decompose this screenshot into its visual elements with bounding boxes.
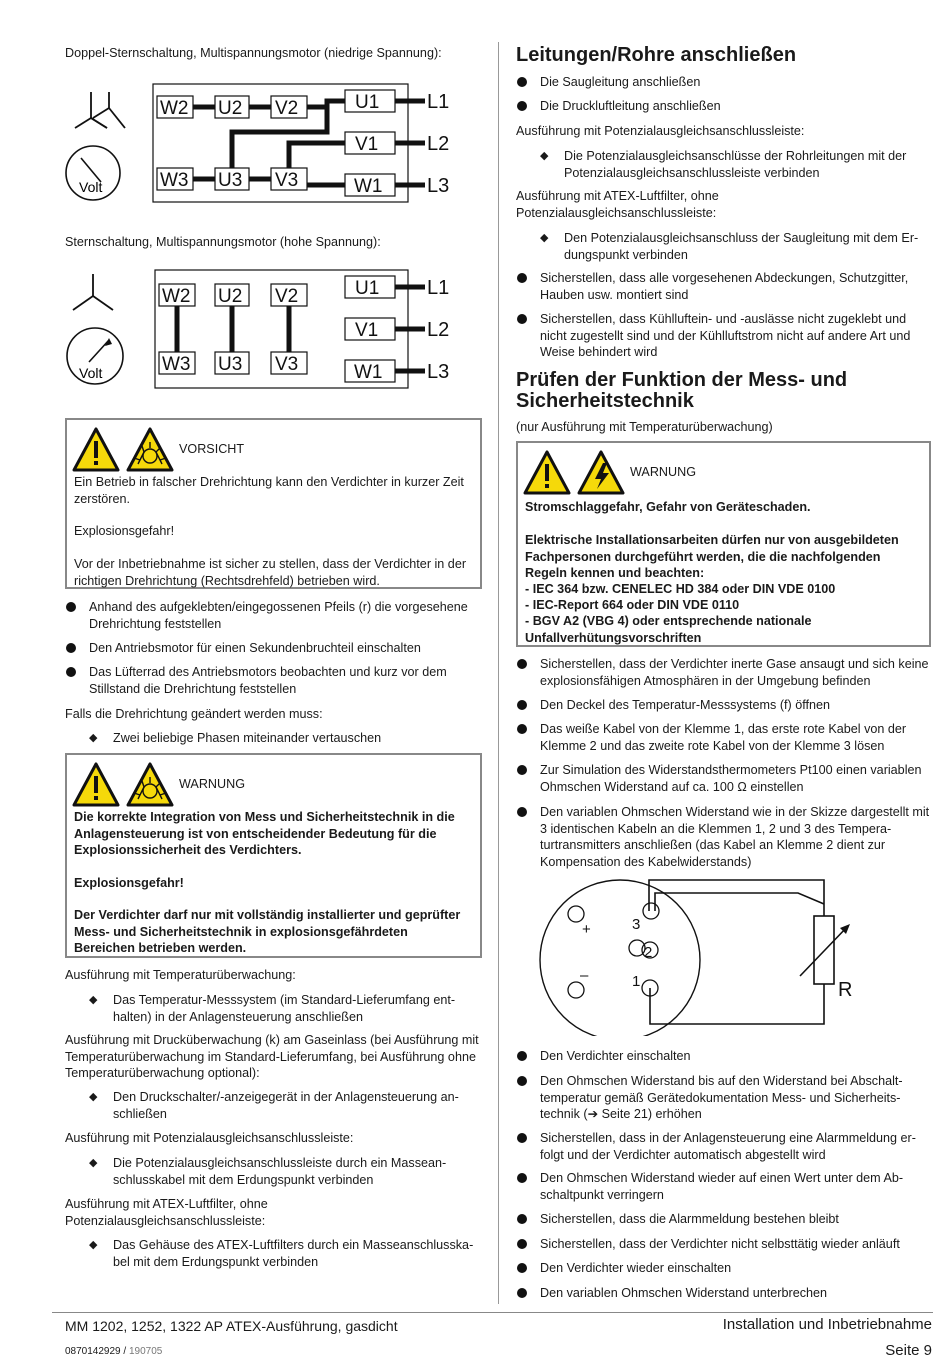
equipotential-label: Ausführung mit Potenzialausgleichsanschlussleiste: (516, 124, 805, 138)
list-item: Sicherstellen, dass in der Anlagensteuerung eine Alarmmeldung erfolgt und der Verdichter automatisch abgestellt wird (516, 1130, 931, 1163)
atex-filter-label: Ausführung mit ATEX-Luftfilter, ohne Potenzialausgleichsanschlussleiste: (65, 1197, 268, 1228)
list-item: Den Antriebsmotor für einen Sekundenbruchteil einschalten (65, 640, 482, 657)
footer-section: Installation und Inbetriebnahme (722, 1316, 932, 1333)
svg-text:L2: L2 (427, 319, 450, 341)
exclamation-warning-icon (525, 452, 569, 493)
temp-monitoring-label: Ausführung mit Temperaturüberwachung: (65, 968, 296, 982)
warning-box (65, 753, 482, 958)
warning-rule-1: - IEC 364 bzw. CENELEC HD 384 oder DIN VDE 0100 (525, 582, 836, 596)
warning-icons (72, 761, 176, 809)
voltmeter-icon (66, 146, 120, 200)
terminal-3-label: 3 (632, 916, 641, 933)
svg-text:U3: U3 (218, 354, 243, 375)
section-heading-safety-check: Prüfen der Funktion der Mess- und Sicherheitstechnik (516, 369, 848, 412)
caution-text-3: Vor der Inbetriebnahme ist sicher zu stellen, dass der Verdichter in der richtigen Drehrichtung (Rechtsdrehfeld) betrieben wird. (74, 557, 467, 588)
list-item: Zur Simulation des Widerstandsthermometers Pt100 einen variablen Ohmschen Widerstand auf ca. 100 Ω einstellen (516, 762, 931, 795)
warning-text-2: Explosionsgefahr! (74, 876, 184, 890)
svg-text:W1: W1 (354, 362, 383, 383)
terminal-v3: V3 (275, 170, 299, 191)
direction-change-label: Falls die Drehrichtung geändert werden muss: (65, 707, 323, 721)
list-item: Sicherstellen, dass der Verdichter inerte Gase ansaugt und sich keine explosionsfähigen Atmosphären in der Umgebung befinden (516, 656, 931, 689)
line-l1: L1 (427, 91, 450, 113)
exclamation-warning-icon (74, 764, 118, 805)
list-item: Das weiße Kabel von der Klemme 1, das erste rote Kabel von der Klemme 2 und das zweite rote Kabel von der Klemme 3 lösen (516, 721, 931, 754)
svg-text:L3: L3 (427, 361, 450, 383)
sub-item: ◆ Die Potenzialausgleichsanschlussleiste durch ein Masseanschlusskabel mit dem Erdungspunkt verbinden (65, 1155, 482, 1188)
diagram1-caption: Doppel-Sternschaltung, Multispannungsmotor (niedrige Spannung): (65, 46, 442, 60)
resistor-wiring-sketch (536, 876, 896, 1036)
sub-item: ◆ Das Gehäuse des ATEX-Luftfilters durch ein Masseanschlusskabel mit dem Erdungspunkt verbinden (65, 1237, 482, 1270)
terminal-u2: U2 (218, 98, 243, 119)
terminal-v1: V1 (355, 134, 379, 155)
voltmeter-icon (67, 328, 123, 384)
list-item: Den Deckel des Temperatur-Messsystems (f) öffnen (516, 697, 931, 714)
pressure-monitoring-label: Ausführung mit Drucküberwachung (k) am Gaseinlass (bei Ausführung mit Temperaturüberwachung im Standard-Lieferumfang, bei Ausführung ohne Temperaturüberwachung optional): (65, 1033, 479, 1080)
temperature-transmitter-outline (540, 880, 700, 1036)
electrical-warning-box (516, 441, 931, 647)
document-date: 190705 (128, 1346, 163, 1357)
svg-text:U2: U2 (218, 286, 243, 307)
line-l2: L2 (427, 133, 450, 155)
warning-icons (523, 449, 627, 497)
double-star-symbol-icon (75, 92, 125, 128)
terminal-w3: W3 (160, 170, 189, 191)
caution-text-1: Ein Betrieb in falscher Drehrichtung kann den Verdichter in kurzer Zeit zerstören. (74, 475, 464, 506)
list-item: Das Lüfterrad des Antriebsmotors beobachten und kurz vor dem Stillstand die Drehrichtung feststellen (65, 664, 482, 697)
explosion-warning-icon (128, 429, 172, 470)
footer-model: MM 1202, 1252, 1322 AP ATEX-Ausführung, gasdicht (65, 1318, 398, 1334)
exclamation-warning-icon (74, 429, 118, 470)
caution-box (65, 418, 482, 589)
equipotential-label: Ausführung mit Potenzialausgleichsanschlussleiste: (65, 1131, 354, 1145)
caution-title: VORSICHT (179, 442, 245, 456)
list-item: Den Ohmschen Widerstand bis auf den Widerstand bei Abschalttemperatur gemäß Gerätedokumentation Mess- und Sicherheitstechnik (➔ Seite 21) erhöhen (516, 1073, 931, 1123)
star-wiring-diagram (65, 258, 485, 398)
warning-rule-2: - IEC-Report 664 oder DIN VDE 0110 (525, 598, 740, 612)
list-item: Sicherstellen, dass der Verdichter nicht selbsttätig wieder anläuft (516, 1236, 931, 1253)
warning-title: WARNUNG (630, 465, 696, 479)
svg-text:V2: V2 (275, 286, 299, 307)
list-item: Die Saugleitung anschließen (516, 74, 931, 91)
sub-item: ◆ Die Potenzialausgleichsanschlüsse der Rohrleitungen mit der Potenzialausgleichsanschlussleiste verbinden (516, 148, 931, 181)
list-item: Den variablen Ohmschen Widerstand wie in der Skizze dargestellt mit 3 identischen Kabeln an die Klemmen 1, 2 und 3 des Temperaturtransmitters anschließen (das Kabel an Klemme 2 dient zur Kompensation des Kabelwiderstands) (516, 804, 931, 870)
terminal-u1: U1 (355, 92, 380, 113)
terminal-w2: W2 (160, 98, 189, 119)
terminal-w1: W1 (354, 176, 383, 197)
footer-docnumber (65, 1346, 162, 1357)
warning-title: WARNUNG (179, 777, 245, 791)
diagram2-caption: Sternschaltung, Multispannungsmotor (hohe Spannung): (65, 235, 381, 249)
terminal-1-label: 1 (632, 973, 641, 990)
warning-rule-3: - BGV A2 (VBG 4) oder entsprechende nationale Unfallverhütungsvorschriften (525, 614, 812, 645)
warning-text-1: Stromschlaggefahr, Gefahr von Geräteschaden. (525, 500, 811, 514)
sub-item: ◆ Den Druckschalter/-anzeigegerät in der Anlagensteuerung anschließen (65, 1089, 482, 1122)
sub-item: ◆ Das Temperatur-Messsystem (im Standard-Lieferumfang enthalten) in der Anlagensteuerung anschließen (65, 992, 482, 1025)
volt-label: Volt (79, 179, 103, 195)
list-item: Sicherstellen, dass die Alarmmeldung bestehen bleibt (516, 1211, 931, 1228)
svg-text:W2: W2 (162, 286, 191, 307)
explosion-warning-icon (128, 764, 172, 805)
column-divider (498, 42, 499, 1304)
warning-text-3: Der Verdichter darf nur mit vollständig installierter und geprüfter Mess- und Sicherheitstechnik in explosionsgefährdeten Bereichen betrieben werden. (74, 908, 461, 955)
minus-label: – (580, 967, 589, 984)
terminal-u3: U3 (218, 170, 243, 191)
svg-text:L1: L1 (427, 277, 450, 299)
plus-label: + (582, 921, 591, 938)
svg-text:V1: V1 (355, 320, 379, 341)
electric-shock-warning-icon (579, 452, 623, 493)
section-note: (nur Ausführung mit Temperaturüberwachung) (516, 420, 773, 434)
caution-text-2: Explosionsgefahr! (74, 524, 175, 538)
footer-page: Seite 9 (885, 1342, 932, 1359)
section-heading-pipes: Leitungen/Rohre anschließen (516, 44, 797, 66)
svg-text:V3: V3 (275, 354, 299, 375)
resistor-label: R (838, 979, 853, 1001)
list-item: Den Ohmschen Widerstand wieder auf einen Wert unter dem Abschaltpunkt verringern (516, 1170, 931, 1203)
list-item: Den Verdichter wieder einschalten (516, 1260, 931, 1277)
warning-text-1: Die korrekte Integration von Mess und Sicherheitstechnik in die Anlagensteuerung ist von entscheidender Bedeutung für die Explosionssicherheit des Verdichters. (74, 810, 455, 857)
svg-text:Volt: Volt (79, 365, 103, 381)
sub-item: ◆ Zwei beliebige Phasen miteinander vertauschen (65, 730, 482, 747)
terminal-v2: V2 (275, 98, 299, 119)
atex-filter-label: Ausführung mit ATEX-Luftfilter, ohne Potenzialausgleichsanschlussleiste: (516, 189, 719, 220)
list-item: Den variablen Ohmschen Widerstand unterbrechen (516, 1285, 931, 1302)
svg-text:U1: U1 (355, 278, 380, 299)
document-number: 0870142929 / (65, 1346, 127, 1357)
list-item: Die Druckluftleitung anschließen (516, 98, 931, 115)
svg-text:W3: W3 (162, 354, 191, 375)
terminal-2-label: 2 (644, 944, 653, 961)
list-item: Anhand des aufgeklebten/eingegossenen Pfeils (r) die vorgesehene Drehrichtung feststellen (65, 599, 482, 632)
list-item: Sicherstellen, dass alle vorgesehenen Abdeckungen, Schutzgitter, Hauben usw. montiert sind (516, 270, 931, 303)
line-l3: L3 (427, 175, 450, 197)
star-symbol-icon (73, 274, 113, 310)
sub-item: ◆ Den Potenzialausgleichsanschluss der Saugleitung mit dem Erdungspunkt verbinden (516, 230, 931, 263)
list-item: Sicherstellen, dass Kühlluftein- und -auslässe nicht zugeklebt und nicht zugestellt sind und der Kühlluftstrom nicht auf andere Art und Weise behindert wird (516, 311, 931, 361)
footer-rule (52, 1312, 933, 1313)
double-star-wiring-diagram (65, 70, 485, 210)
list-item: Den Verdichter einschalten (516, 1048, 931, 1065)
warning-text-2: Elektrische Installationsarbeiten dürfen nur von ausgebildeten Fachpersonen durchgeführt werden, die die nachfolgenden Regeln kennen und beachten: (525, 533, 899, 580)
caution-icons (72, 426, 176, 474)
